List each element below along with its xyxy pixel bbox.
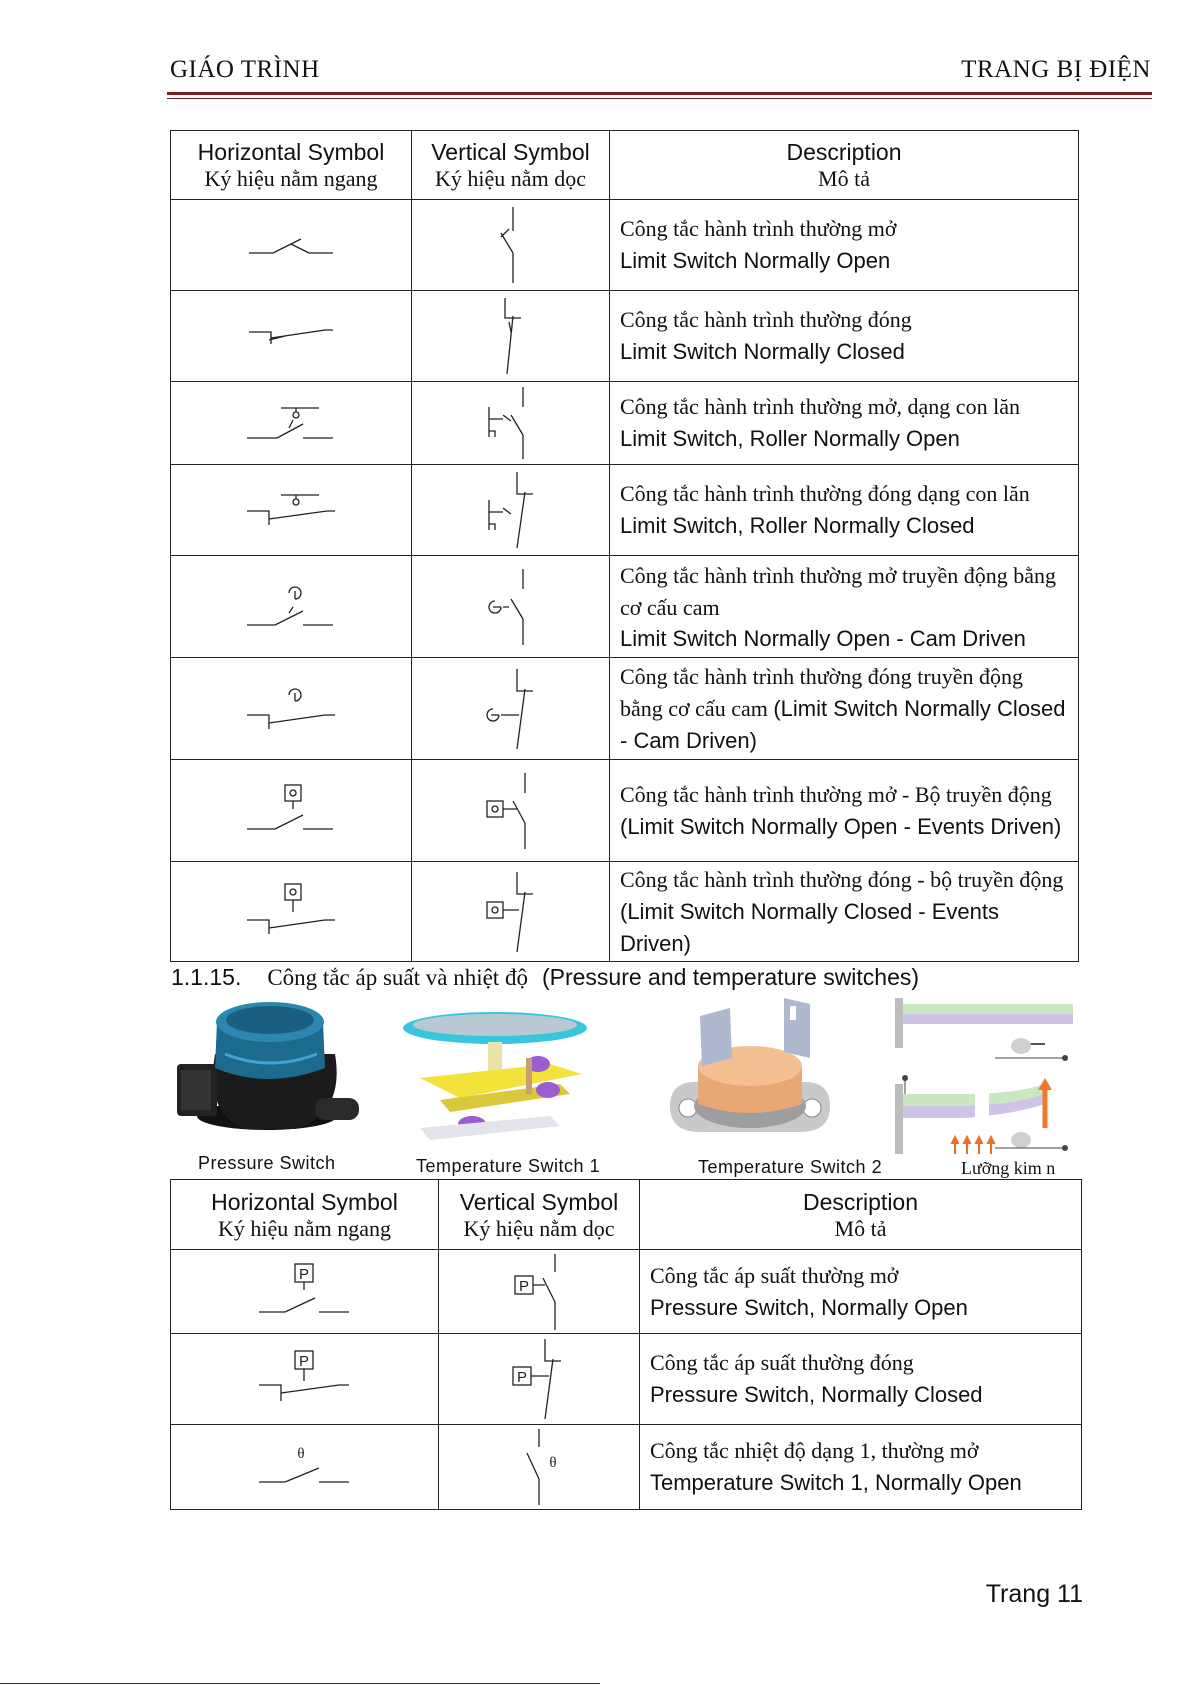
section-title-vi: Công tắc áp suất và nhiệt độ	[267, 965, 528, 990]
row-desc-vi: Công tắc hành trình thường mở, dạng con lăn	[620, 394, 1020, 419]
page-number: Trang 11	[985, 1580, 1083, 1608]
header-en: Description	[786, 139, 902, 165]
table-row	[171, 465, 1079, 556]
row-desc-en: Limit Switch Normally Closed	[620, 339, 905, 364]
caption-temperature-switch-2: Temperature Switch 2	[698, 1157, 883, 1177]
pressure-temperature-switch-table	[170, 1179, 1082, 1510]
pressure-letter: P	[298, 1265, 309, 1283]
limit-switch-roller-nc-horizontal-symbol	[241, 485, 341, 535]
limit-switch-events-nc-vertical-symbol	[481, 870, 541, 954]
table-row	[171, 291, 1079, 382]
header-rule-thin	[167, 98, 1152, 99]
row-desc-vi: Công tắc áp suất thường đóng	[650, 1350, 914, 1375]
row-desc-en: Limit Switch, Roller Normally Open	[620, 426, 960, 451]
pressure-switch-no-horizontal-symbol	[255, 1260, 355, 1324]
limit-switch-no-vertical-symbol	[491, 205, 531, 285]
row-desc-mixed	[620, 661, 1070, 757]
table-row	[171, 760, 1079, 862]
row-desc-vi: Công tắc hành trình thường mở - Bộ truyền động	[620, 781, 1052, 807]
limit-switch-events-no-horizontal-symbol	[241, 781, 341, 841]
row-desc-vi: Công tắc hành trình thường mở	[620, 216, 897, 241]
header-cell-description	[640, 1180, 1082, 1250]
row-desc-vi: Công tắc hành trình thường đóng dạng con lăn	[620, 481, 1030, 506]
header-vi: Ký hiệu nằm dọc	[435, 166, 586, 191]
limit-switch-roller-no-vertical-symbol	[481, 385, 541, 461]
table-row	[171, 658, 1079, 760]
header-en: Vertical Symbol	[431, 139, 590, 165]
header-en: Horizontal Symbol	[197, 139, 385, 165]
header-vi: Mô tả	[818, 166, 870, 191]
limit-switch-roller-nc-vertical-symbol	[481, 470, 541, 550]
pressure-switch-no-vertical-symbol	[509, 1252, 569, 1332]
limit-switch-nc-vertical-symbol	[491, 296, 531, 376]
row-desc-mixed	[620, 864, 1070, 960]
row-desc-en: (Limit Switch Normally Closed - Cam Driven)	[620, 695, 1066, 753]
bimetal-diagram-image	[895, 994, 1075, 1169]
header-cell-description	[610, 131, 1079, 200]
table-row	[171, 1334, 1082, 1425]
table-row	[171, 1425, 1082, 1510]
header-right-title: TRANG BỊ ĐIỆN	[961, 56, 1151, 83]
header-rule-thick	[167, 92, 1152, 95]
row-desc-en: Limit Switch Normally Open	[620, 248, 891, 273]
row-desc-vi: Công tắc áp suất thường mở	[650, 1262, 899, 1288]
pressure-switch-nc-horizontal-symbol	[255, 1347, 355, 1411]
table-row	[171, 862, 1079, 962]
caption-temperature-switch-1: Temperature Switch 1	[416, 1156, 601, 1176]
header-en: Vertical Symbol	[459, 1188, 619, 1215]
table-row	[171, 382, 1079, 465]
row-desc-en: Pressure Switch, Normally Closed	[650, 1382, 983, 1407]
pressure-switch-nc-vertical-symbol	[509, 1337, 569, 1421]
row-desc-en: (Limit Switch Normally Closed - Events Driven)	[620, 898, 999, 956]
limit-switch-cam-no-vertical-symbol	[481, 567, 541, 647]
row-desc-en: Pressure Switch, Normally Open	[650, 1294, 968, 1320]
temperature-switch-1-image	[400, 1008, 600, 1158]
limit-switch-events-nc-horizontal-symbol	[241, 880, 341, 944]
caption-pressure-switch: Pressure Switch	[198, 1153, 336, 1173]
table-row	[171, 1250, 1082, 1334]
limit-switch-cam-nc-vertical-symbol	[481, 667, 541, 751]
row-desc-en: Limit Switch, Roller Normally Closed	[620, 513, 975, 538]
header-vi: Ký hiệu nằm ngang	[204, 166, 378, 191]
section-number: 1.1.15.	[171, 964, 242, 990]
row-desc-vi: Công tắc hành trình thường đóng	[620, 307, 912, 332]
theta-letter: θ	[549, 1455, 557, 1471]
limit-switch-events-no-vertical-symbol	[481, 771, 541, 851]
row-desc-vi: Công tắc hành trình thường mở truyền động bằng cơ cấu cam	[620, 562, 1057, 620]
theta-letter: θ	[296, 1446, 305, 1462]
row-desc-vi: Công tắc nhiệt độ dạng 1, thường mở	[650, 1438, 979, 1463]
pressure-letter: P	[518, 1277, 530, 1295]
row-desc-en: (Limit Switch Normally Open - Events Driven)	[620, 813, 1062, 839]
row-desc-mixed	[620, 478, 1070, 542]
pressure-letter: P	[516, 1369, 528, 1386]
pressure-letter: P	[298, 1353, 309, 1370]
table-header-row	[171, 1180, 1082, 1250]
header-vi: Ký hiệu nằm dọc	[463, 1215, 615, 1241]
header-vi: Ký hiệu nằm ngang	[218, 1215, 391, 1241]
temperature-switch-no-horizontal-symbol	[255, 1442, 355, 1492]
header-cell-horizontal	[171, 131, 412, 200]
table-header-row	[171, 131, 1079, 200]
limit-switch-cam-nc-horizontal-symbol	[241, 679, 341, 739]
limit-switch-table	[170, 130, 1079, 962]
header-cell-vertical	[412, 131, 610, 200]
header-vi: Mô tả	[834, 1215, 887, 1241]
row-desc-mixed	[620, 779, 1070, 843]
table-row	[171, 556, 1079, 658]
row-desc-vi: Công tắc hành trình thường đóng truyền động bằng cơ cấu cam	[620, 663, 1024, 721]
row-desc-vi: Công tắc hành trình thường đóng - bộ truyền động	[620, 866, 1064, 892]
row-desc-en: Temperature Switch 1, Normally Open	[650, 1470, 1022, 1495]
temperature-switch-2-image	[660, 996, 840, 1156]
section-title-en: (Pressure and temperature switches)	[541, 964, 920, 990]
header-en: Description	[802, 1188, 919, 1215]
limit-switch-cam-no-horizontal-symbol	[241, 577, 341, 637]
limit-switch-no-horizontal-symbol	[241, 225, 341, 265]
limit-switch-nc-horizontal-symbol	[241, 316, 341, 356]
caption-bimetal: Lưỡng kim n	[961, 1158, 1056, 1178]
limit-switch-roller-no-horizontal-symbol	[241, 398, 341, 448]
header-left-title: GIÁO TRÌNH	[170, 56, 320, 83]
header-cell-vertical	[439, 1180, 640, 1250]
table-row	[171, 200, 1079, 291]
section-heading	[171, 964, 919, 991]
header-en: Horizontal Symbol	[211, 1188, 398, 1215]
pressure-switch-image	[175, 994, 360, 1154]
header-cell-horizontal	[171, 1180, 439, 1250]
row-desc-en: Limit Switch Normally Open - Cam Driven	[620, 625, 1026, 651]
footer-rule	[0, 1683, 600, 1684]
temperature-switch-no-vertical-symbol	[509, 1427, 569, 1507]
